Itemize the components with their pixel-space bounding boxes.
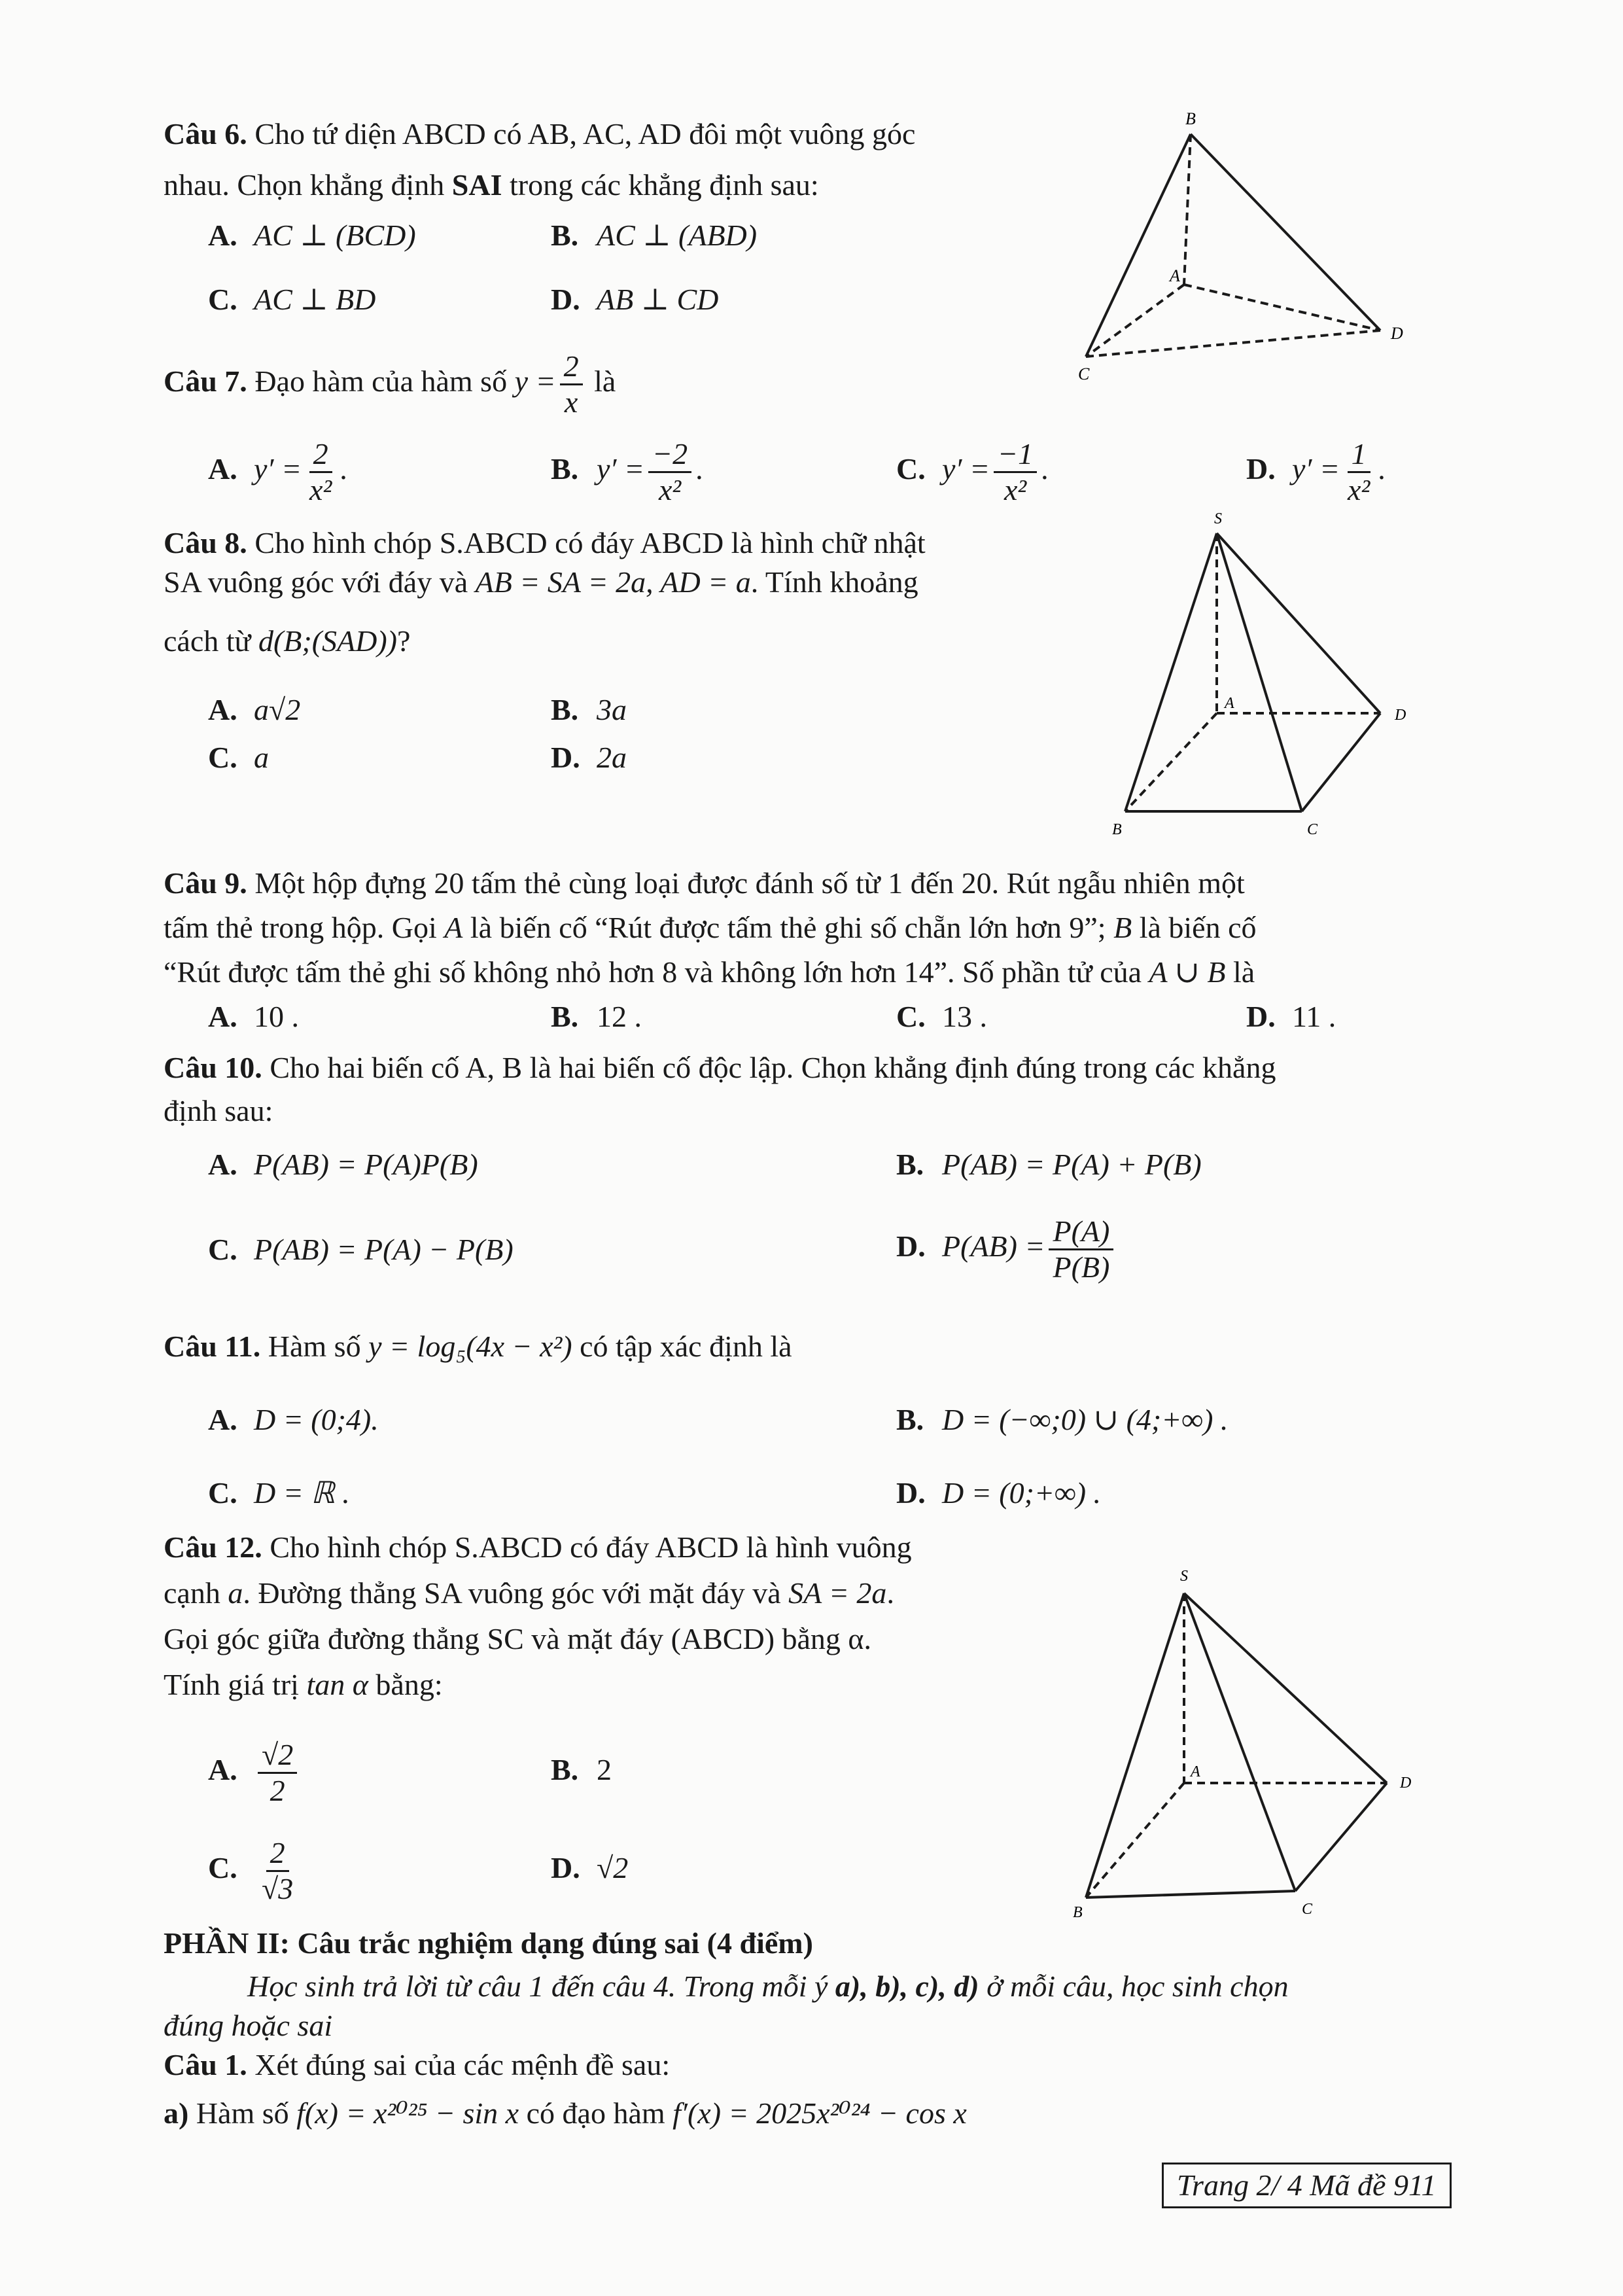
option-label: D. bbox=[1246, 452, 1276, 486]
frac-den: x² bbox=[1348, 472, 1370, 506]
q7-option-d[interactable] bbox=[1246, 433, 1386, 507]
figure-label: D bbox=[1400, 1775, 1412, 1792]
q12-sa-expr: SA = 2a bbox=[788, 1576, 887, 1610]
frac-num: P(A) bbox=[1049, 1214, 1113, 1250]
q7-label: Câu 7. bbox=[164, 364, 247, 398]
option-expr: 3a bbox=[597, 693, 627, 726]
option-frac bbox=[305, 437, 336, 507]
part2-q1-label: Câu 1. bbox=[164, 2048, 247, 2081]
q9-event-b: B bbox=[1113, 911, 1132, 944]
q12-line3 bbox=[164, 1619, 871, 1659]
q12-text2c: . Đường thẳng SA vuông góc với mặt đáy và bbox=[243, 1576, 789, 1610]
q10-text1: Cho hai biến cố A, B là hai biến cố độc lập. Chọn khẳng định đúng trong các khẳng bbox=[270, 1051, 1276, 1084]
option-label: A. bbox=[208, 1403, 237, 1436]
q12-text4c: bằng: bbox=[368, 1668, 443, 1701]
q8-line2 bbox=[164, 563, 918, 602]
frac-num: 1 bbox=[1348, 437, 1370, 473]
q10-option-c[interactable] bbox=[208, 1230, 514, 1269]
option-expr: P(AB) = P(A) − P(B) bbox=[254, 1233, 514, 1266]
q11-option-a[interactable] bbox=[208, 1400, 379, 1439]
q9-label: Câu 9. bbox=[164, 866, 247, 900]
q10-option-d[interactable] bbox=[896, 1197, 1117, 1296]
q8-option-a[interactable] bbox=[208, 690, 300, 730]
q6-text1: Cho tứ diện ABCD có AB, AC, AD đôi một vuông góc bbox=[254, 117, 916, 150]
q9-option-d[interactable] bbox=[1246, 997, 1336, 1036]
option-label: A. bbox=[208, 1000, 237, 1033]
q9-line3 bbox=[164, 953, 1255, 992]
q6-text2c: trong các khẳng định sau: bbox=[502, 168, 819, 202]
part2-instruction-line2: đúng hoặc sai bbox=[164, 2009, 333, 2042]
q11-label: Câu 11. bbox=[164, 1330, 261, 1363]
item-a-text1: Hàm số bbox=[196, 2096, 297, 2130]
option-frac bbox=[1049, 1214, 1113, 1284]
part2-q1-text: Xét đúng sai của các mệnh đề sau: bbox=[254, 2048, 671, 2081]
q11-option-c[interactable] bbox=[208, 1474, 350, 1513]
q8-pyramid-figure bbox=[1086, 504, 1426, 844]
option-tail: . bbox=[340, 452, 347, 486]
frac-den: x² bbox=[1003, 472, 1027, 506]
option-label: C. bbox=[896, 452, 926, 486]
figure-label: A bbox=[1225, 695, 1234, 712]
option-expr: AB ⊥ CD bbox=[597, 283, 719, 316]
q9-line1 bbox=[164, 864, 1245, 903]
option-expr: AC ⊥ (BCD) bbox=[254, 219, 416, 252]
q6-text2a: nhau. Chọn khẳng định bbox=[164, 168, 452, 202]
figure-label: C bbox=[1302, 1901, 1313, 1918]
q6-option-a[interactable] bbox=[208, 216, 416, 255]
part2-instr1c: ở mỗi câu, học sinh chọn bbox=[979, 1969, 1289, 2003]
option-lhs: y′ = bbox=[254, 452, 302, 486]
q9-text2e: là biến cố bbox=[1132, 911, 1257, 944]
option-lhs: y′ = bbox=[597, 452, 645, 486]
figure-label: S bbox=[1180, 1568, 1188, 1585]
q9-option-b[interactable] bbox=[551, 997, 642, 1036]
option-label: C. bbox=[208, 1476, 237, 1510]
q7-option-a[interactable] bbox=[208, 433, 347, 507]
option-label: C. bbox=[208, 283, 237, 316]
option-label: D. bbox=[896, 1476, 926, 1510]
figure-label: A bbox=[1170, 266, 1180, 285]
q6-line2 bbox=[164, 166, 819, 205]
option-tail: . bbox=[1378, 452, 1386, 486]
q12-text2a: cạnh bbox=[164, 1576, 228, 1610]
q11-option-d[interactable] bbox=[896, 1474, 1101, 1513]
option-expr: 10 . bbox=[254, 1000, 299, 1033]
q12-text4a: Tính giá trị bbox=[164, 1668, 307, 1701]
option-frac bbox=[258, 1738, 297, 1808]
q8-distance: d(B;(SAD)) bbox=[258, 624, 397, 658]
q11-func: y = log₅(4x − x²) bbox=[368, 1330, 572, 1363]
option-label: C. bbox=[208, 1233, 237, 1266]
q6-option-d[interactable] bbox=[551, 280, 718, 319]
option-label: B. bbox=[551, 1000, 579, 1033]
q7-text-end: là bbox=[594, 364, 616, 398]
item-a-text2: có đạo hàm bbox=[519, 2096, 673, 2130]
frac-num: √2 bbox=[258, 1738, 297, 1774]
option-label: B. bbox=[551, 1753, 579, 1786]
option-expr: 11 . bbox=[1292, 1000, 1336, 1033]
option-frac bbox=[1344, 437, 1374, 507]
q11-option-b[interactable] bbox=[896, 1400, 1228, 1439]
figure-label: B bbox=[1073, 1904, 1083, 1921]
q12-option-b[interactable] bbox=[551, 1750, 612, 1790]
option-expr: 2 bbox=[597, 1753, 612, 1786]
q9-text1: Một hộp đựng 20 tấm thẻ cùng loại được đánh số từ 1 đến 20. Rút ngẫu nhiên một bbox=[254, 866, 1245, 900]
q8-label: Câu 8. bbox=[164, 526, 247, 559]
q8-text3c: ? bbox=[396, 624, 411, 658]
option-label: C. bbox=[208, 741, 237, 774]
option-lhs: y′ = bbox=[1292, 452, 1340, 486]
part2-items: a), b), c), d) bbox=[835, 1969, 979, 2003]
option-tail: . bbox=[695, 452, 703, 486]
option-label: B. bbox=[896, 1148, 924, 1181]
frac-den: x² bbox=[309, 472, 332, 506]
q12-text2e: . bbox=[886, 1576, 894, 1610]
option-expr: D = (0;4). bbox=[254, 1403, 379, 1436]
option-label: D. bbox=[1246, 1000, 1276, 1033]
option-label: C. bbox=[896, 1000, 926, 1033]
frac-den: x² bbox=[658, 472, 682, 506]
q6-sai: SAI bbox=[451, 168, 502, 202]
option-expr: √2 bbox=[597, 1851, 629, 1884]
frac-den: √3 bbox=[262, 1871, 294, 1905]
q9-event-a: A bbox=[444, 911, 463, 944]
option-tail: . bbox=[1041, 452, 1049, 486]
q7-text: Đạo hàm của hàm số bbox=[254, 364, 508, 398]
option-expr: D = (−∞;0) ∪ (4;+∞) . bbox=[942, 1403, 1229, 1436]
option-expr: P(AB) = P(A)P(B) bbox=[254, 1148, 478, 1181]
option-label: B. bbox=[551, 219, 579, 252]
q11-text-c: có tập xác định là bbox=[572, 1330, 792, 1363]
q12-option-c[interactable] bbox=[208, 1826, 301, 1911]
frac-num: −2 bbox=[648, 437, 691, 473]
q8-line1 bbox=[164, 523, 926, 563]
q7-func-frac bbox=[560, 349, 583, 419]
part2-instr1a: Học sinh trả lời từ câu 1 đến câu 4. Trong mỗi ý bbox=[247, 1969, 835, 2003]
option-label: D. bbox=[551, 741, 580, 774]
option-label: B. bbox=[551, 452, 579, 486]
q8-expr: AB = SA = 2a, AD = a bbox=[475, 565, 751, 599]
q8-text3a: cách từ bbox=[164, 624, 258, 658]
frac-num: 2 bbox=[560, 349, 583, 385]
option-label: A. bbox=[208, 219, 237, 252]
figure-label: B bbox=[1112, 821, 1122, 838]
option-label: C. bbox=[208, 1851, 237, 1884]
option-expr: D = (0;+∞) . bbox=[942, 1476, 1102, 1510]
q8-text2a: SA vuông góc với đáy và bbox=[164, 565, 476, 599]
q9-text3a: “Rút được tấm thẻ ghi số không nhỏ hơn 8 và không lớn hơn 14”. Số phần tử của bbox=[164, 955, 1149, 989]
frac-den: x bbox=[564, 385, 578, 419]
q8-option-d[interactable] bbox=[551, 738, 627, 777]
option-frac bbox=[648, 437, 691, 507]
option-label: D. bbox=[896, 1229, 926, 1263]
q7-func-lhs: y = bbox=[514, 364, 556, 398]
figure-label: A bbox=[1191, 1763, 1200, 1780]
q12-text1: Cho hình chóp S.ABCD có đáy ABCD là hình vuông bbox=[270, 1530, 912, 1564]
q6-option-c[interactable] bbox=[208, 280, 375, 319]
option-lhs: y′ = bbox=[942, 452, 990, 486]
frac-den: P(B) bbox=[1053, 1250, 1110, 1284]
q9-text2a: tấm thẻ trong hộp. Gọi bbox=[164, 911, 445, 944]
q10-option-a[interactable] bbox=[208, 1145, 478, 1184]
q12-tan: tan α bbox=[306, 1668, 368, 1701]
q6-option-b[interactable] bbox=[551, 216, 757, 255]
option-frac bbox=[258, 1836, 297, 1906]
q10-option-b[interactable] bbox=[896, 1145, 1202, 1184]
part2-instruction-line1 bbox=[247, 1967, 1289, 2006]
q12-pyramid-figure bbox=[1034, 1557, 1426, 1924]
frac-den: 2 bbox=[270, 1773, 285, 1807]
option-label: D. bbox=[551, 1851, 580, 1884]
figure-label: C bbox=[1078, 364, 1090, 383]
option-label: A. bbox=[208, 693, 237, 726]
part2-title: PHẦN II: Câu trắc nghiệm dạng đúng sai (4 điểm) bbox=[164, 1926, 813, 1960]
q6-line1 bbox=[164, 115, 915, 154]
figure-label: B bbox=[1185, 109, 1196, 128]
option-expr: 13 . bbox=[942, 1000, 987, 1033]
q12-line1 bbox=[164, 1528, 912, 1567]
q9-text2c: là biến cố “Rút được tấm thẻ ghi số chẵn lớn hơn 9”; bbox=[462, 911, 1114, 944]
q11-text-a: Hàm số bbox=[268, 1330, 369, 1363]
option-label: D. bbox=[551, 283, 580, 316]
q7-line bbox=[164, 345, 616, 419]
part2-q1 bbox=[164, 2045, 670, 2085]
q6-label: Câu 6. bbox=[164, 117, 247, 150]
frac-num: 2 bbox=[309, 437, 332, 473]
q9-text3c: là bbox=[1225, 955, 1255, 989]
q12-option-a[interactable] bbox=[208, 1727, 301, 1812]
figure-label: C bbox=[1307, 821, 1318, 838]
q9-line2 bbox=[164, 908, 1257, 947]
option-label: B. bbox=[896, 1403, 924, 1436]
q8-text1: Cho hình chóp S.ABCD có đáy ABCD là hình chữ nhật bbox=[254, 526, 926, 559]
q8-option-b[interactable] bbox=[551, 690, 627, 730]
frac-num: 2 bbox=[266, 1836, 289, 1872]
q12-line4 bbox=[164, 1665, 443, 1704]
item-a-label: a) bbox=[164, 2096, 189, 2130]
option-expr: 2a bbox=[597, 741, 627, 774]
q12-var-a: a bbox=[228, 1576, 243, 1610]
q9-union: A ∪ B bbox=[1149, 955, 1226, 989]
item-a-expr2: f′(x) = 2025x²⁰²⁴ − cos x bbox=[672, 2096, 967, 2130]
q10-label: Câu 10. bbox=[164, 1051, 262, 1084]
option-label: A. bbox=[208, 452, 237, 486]
q6-tetrahedron-figure bbox=[1073, 98, 1439, 386]
q12-text3: Gọi góc giữa đường thẳng SC và mặt đáy (ABCD) bằng α. bbox=[164, 1622, 872, 1655]
option-lhs: P(AB) = bbox=[942, 1229, 1045, 1263]
q10-text2: định sau: bbox=[164, 1094, 273, 1127]
q10-line2 bbox=[164, 1091, 273, 1131]
q8-text2c: . Tính khoảng bbox=[750, 565, 918, 599]
option-expr: AC ⊥ (ABD) bbox=[597, 219, 758, 252]
q9-option-a[interactable] bbox=[208, 997, 299, 1036]
q8-line3 bbox=[164, 622, 410, 661]
q11-line bbox=[164, 1327, 792, 1366]
figure-label: D bbox=[1395, 707, 1406, 724]
option-expr: a bbox=[254, 741, 269, 774]
q7-option-b[interactable] bbox=[551, 433, 703, 507]
option-expr: 12 . bbox=[597, 1000, 642, 1033]
q9-option-c[interactable] bbox=[896, 997, 987, 1036]
option-frac bbox=[994, 437, 1037, 507]
option-label: B. bbox=[551, 693, 579, 726]
option-label: A. bbox=[208, 1753, 237, 1786]
figure-label: D bbox=[1391, 324, 1403, 343]
item-a-expr1: f(x) = x²⁰²⁵ − sin x bbox=[296, 2096, 519, 2130]
option-expr: a√2 bbox=[254, 693, 301, 726]
q10-line1 bbox=[164, 1048, 1276, 1087]
option-expr: AC ⊥ BD bbox=[254, 283, 376, 316]
q12-label: Câu 12. bbox=[164, 1530, 262, 1564]
page-footer-box: Trang 2/ 4 Mã đề 911 bbox=[1162, 2163, 1452, 2208]
q7-option-c[interactable] bbox=[896, 433, 1049, 507]
option-label: A. bbox=[208, 1148, 237, 1181]
option-expr: P(AB) = P(A) + P(B) bbox=[942, 1148, 1202, 1181]
frac-num: −1 bbox=[994, 437, 1037, 473]
q12-option-d[interactable] bbox=[551, 1848, 628, 1888]
option-expr: D = ℝ . bbox=[254, 1476, 350, 1510]
figure-label: S bbox=[1214, 510, 1222, 527]
q12-line2 bbox=[164, 1574, 894, 1613]
part2-q1-item-a bbox=[164, 2094, 967, 2133]
q8-option-c[interactable] bbox=[208, 738, 269, 777]
